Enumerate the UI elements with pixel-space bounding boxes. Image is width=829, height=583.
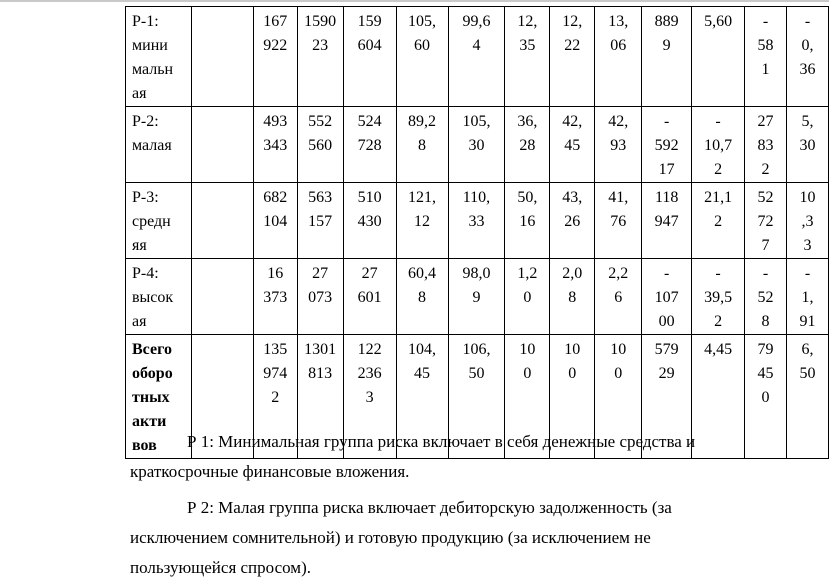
table-cell: 110, 33 (448, 183, 505, 259)
row-label: Р-1: мини мальн ая (126, 7, 192, 107)
table-cell: 493 343 (253, 107, 297, 183)
table-cell: 121, 12 (396, 183, 448, 259)
table-row-p2 (126, 107, 829, 183)
table-cell: 167 922 (253, 7, 297, 107)
paragraph-line: Р 1: Минимальная группа риска включает в себя денежные средства и (187, 432, 696, 451)
empty-cell (191, 259, 253, 335)
table-cell: 118 947 (642, 183, 692, 259)
table-cell: 524 728 (343, 107, 396, 183)
table-cell: 105, 60 (396, 7, 448, 107)
table-cell: 682 104 (253, 183, 297, 259)
top-rule (0, 0, 829, 2)
table-cell: 42, 45 (550, 107, 595, 183)
table-cell: - 1, 91 (786, 259, 828, 335)
paragraph-line: пользующейся спросом). (130, 558, 311, 577)
table-cell: 52 72 7 (745, 183, 787, 259)
table-cell: 79 45 0 (745, 335, 787, 459)
paragraph-p2 (130, 493, 790, 583)
table-cell: 5,60 (692, 7, 745, 107)
table-row-p3 (126, 183, 829, 259)
table-cell: 27 073 (297, 259, 343, 335)
table-cell: 98,0 9 (448, 259, 505, 335)
row-label: Р-4: высок ая (126, 259, 192, 335)
table-cell: 159 604 (343, 7, 396, 107)
table-cell: 510 430 (343, 183, 396, 259)
table-cell: 563 157 (297, 183, 343, 259)
row-label: Р-3: средн яя (126, 183, 192, 259)
empty-cell (191, 183, 253, 259)
paragraph-p1 (130, 427, 790, 487)
table-cell: 1301 813 (297, 335, 343, 459)
table-cell: 6, 50 (786, 335, 828, 459)
table-cell: 10 0 (505, 335, 550, 459)
paragraph-line: исключением сомнительной) и готовую продукцию (за исключением не (130, 528, 651, 547)
table-cell: 106, 50 (448, 335, 505, 459)
table-cell: 4,45 (692, 335, 745, 459)
table-cell: 42, 93 (595, 107, 642, 183)
table-cell: 16 373 (253, 259, 297, 335)
table-cell: - 58 1 (745, 7, 787, 107)
row-label: Р-2: малая (126, 107, 192, 183)
table-cell: 579 29 (642, 335, 692, 459)
table-cell: 50, 16 (505, 183, 550, 259)
table-cell: 135 974 2 (253, 335, 297, 459)
row-label: Всего оборо тных акти вов (126, 335, 192, 459)
table-cell: - 107 00 (642, 259, 692, 335)
table-cell: - 592 17 (642, 107, 692, 183)
table-cell: - 0, 36 (786, 7, 828, 107)
table-cell: 1,2 0 (505, 259, 550, 335)
table-cell: 122 236 3 (343, 335, 396, 459)
empty-cell (191, 107, 253, 183)
table-cell: 60,4 8 (396, 259, 448, 335)
table-cell: 89,2 8 (396, 107, 448, 183)
table-cell: - 10,7 2 (692, 107, 745, 183)
table-cell: - 39,5 2 (692, 259, 745, 335)
table-cell: 5, 30 (786, 107, 828, 183)
table-cell: 104, 45 (396, 335, 448, 459)
empty-cell (191, 7, 253, 107)
table-row-p4 (126, 259, 829, 335)
table-cell: 10 0 (595, 335, 642, 459)
paragraph-line: краткосрочные финансовые вложения. (130, 462, 410, 481)
table-cell: 552 560 (297, 107, 343, 183)
table-cell: - 52 8 (745, 259, 787, 335)
paragraph-line: Р 2: Малая группа риска включает дебиторскую задолженность (за (187, 498, 672, 517)
table-row-p1 (126, 7, 829, 107)
table-cell: 1590 23 (297, 7, 343, 107)
table-cell: 889 9 (642, 7, 692, 107)
table-cell: 10 ,3 3 (786, 183, 828, 259)
table-cell: 12, 35 (505, 7, 550, 107)
table-cell: 41, 76 (595, 183, 642, 259)
table-cell: 12, 22 (550, 7, 595, 107)
table-cell: 27 601 (343, 259, 396, 335)
table-cell: 27 83 2 (745, 107, 787, 183)
table-cell: 13, 06 (595, 7, 642, 107)
table-cell: 10 0 (550, 335, 595, 459)
table-cell: 43, 26 (550, 183, 595, 259)
table-cell: 2,0 8 (550, 259, 595, 335)
table-cell: 21,1 2 (692, 183, 745, 259)
risk-groups-table (125, 6, 829, 459)
table-cell: 99,6 4 (448, 7, 505, 107)
table-cell: 105, 30 (448, 107, 505, 183)
table-cell: 36, 28 (505, 107, 550, 183)
table-cell: 2,2 6 (595, 259, 642, 335)
